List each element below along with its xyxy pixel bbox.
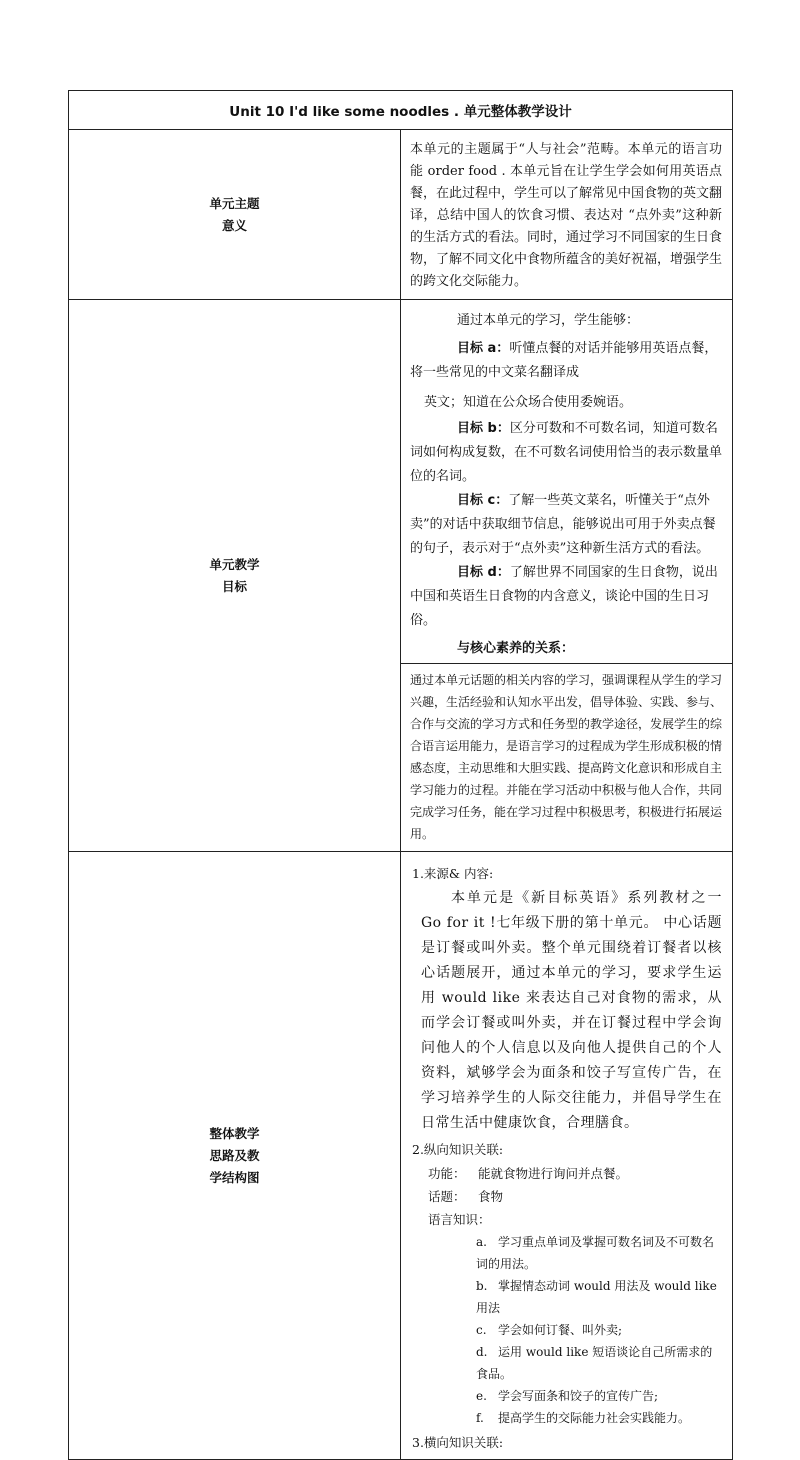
- function-row: [412, 1162, 722, 1185]
- topic-key: 话题：: [428, 1189, 466, 1204]
- function-value: 能就食物进行询问并点餐。: [478, 1166, 629, 1181]
- function-key: 功能：: [428, 1166, 466, 1181]
- overall-label: 整体教学 思路及教 学结构图: [69, 852, 401, 1460]
- source-heading: 1.来源& 内容:: [412, 866, 494, 881]
- goals-cell: [401, 300, 733, 852]
- core-literacy-text: 通过本单元话题的相关内容的学习，强调课程从学生的学习兴趣，生活经验和认知水平出发，倡导体验、实践、参与、合作与交流的学习方式和任务型的教学途径，发展学生的综合语言运用能力，是语言学习的过程成为学生形成积极的情感态度，主动思维和大胆实践、提高跨文化意识和形成自主学习能力的过程。并能在学习活动中积极与他人合作，共同完成学习任务，能在学习过程中积极思考，积极进行拓展运用。: [401, 663, 732, 851]
- source-text: 本单元是《新目标英语》系列教材之一 Go for it !七年级下册的第十单元。 中心话题是订餐或叫外卖。整个单元围绕着订餐者以核心话题展开，通过本单元的学习，要求学生运用 would like 来表达自己对食物的需求，从而学会订餐或叫外卖，并在订餐过程中学会询问他人的个人信息以及向他人提供自己的个人资料，斌够学会为面条和饺子写宣传广告，在学习培养学生的人际交往能力，并倡导学生在日常生活中健康饮食，合理膳食。: [421, 890, 722, 1131]
- goals-intro: 通过本单元的学习，学生能够：: [457, 313, 640, 328]
- goals-block: [401, 300, 732, 661]
- goals-label: 单元教学 目标: [69, 300, 401, 852]
- goal-a-key: 目标 a：: [457, 341, 510, 356]
- theme-cell: [401, 130, 733, 300]
- language-knowledge-heading: 语言知识：: [428, 1212, 491, 1227]
- topic-row: [412, 1185, 722, 1208]
- lesson-design-table: [68, 90, 733, 1460]
- goal-c: [410, 489, 722, 561]
- list-item: d. 运用 would like 短语谈论自己所需求的食品。: [476, 1345, 713, 1381]
- goal-d-text: 了解世界不同国家的生日食物，说出中国和英语生日食物的内含意义，谈论中国的生日习俗。: [410, 565, 718, 628]
- topic-value: 食物: [478, 1189, 504, 1204]
- core-heading: 与核心素养的关系：: [457, 641, 575, 656]
- list-item: e. 学会写面条和饺子的宣传广告;: [476, 1389, 659, 1403]
- document-title: Unit 10 I'd like some noodles . 单元整体教学设计: [69, 91, 733, 130]
- list-item: b. 掌握情态动词 would 用法及 would like 用法: [476, 1279, 717, 1315]
- horizontal-heading: 3.横向知识关联:: [412, 1435, 504, 1450]
- theme-text: 本单元的主题属于“人与社会”范畴。本单元的语言功能 order food . 本单元旨在让学生学会如何用英语点餐，在此过程中，学生可以了解常见中国食物的英文翻译，总结中国人的饮食习惯、表达对 “点外卖”这种新的生活方式的看法。同时，通过学习不同国家的生日食物，了解不同文化中食物所蕴含的美好祝福，增强学生的跨文化交际能力。: [410, 142, 723, 289]
- overall-block: [401, 852, 732, 1459]
- vertical-heading: 2.纵向知识关联:: [412, 1142, 504, 1157]
- goal-d: [410, 561, 722, 633]
- theme-label: 单元主题 意义: [69, 130, 401, 300]
- goal-b-key: 目标 b：: [457, 421, 510, 436]
- goal-c-text: 了解一些英文菜名，听懂关于“点外卖”的对话中获取细节信息，能够说出可用于外卖点餐的句子，表示对于“点外卖”这种新生活方式的看法。: [410, 493, 716, 556]
- goal-c-key: 目标 c：: [457, 493, 509, 508]
- goal-a: [410, 337, 722, 385]
- goal-a-text: 听懂点餐的对话并能够用英语点餐，将一些常见的中文菜名翻译成: [410, 341, 718, 380]
- list-item: a. 学习重点单词及掌握可数名词及不可数名词的用法。: [476, 1235, 715, 1271]
- knowledge-list: [412, 1231, 722, 1429]
- goal-b-text: 区分可数和不可数名词，知道可数名词如何构成复数，在不可数名词使用恰当的表示数量单位的名词。: [410, 421, 723, 484]
- goal-b: [410, 417, 722, 489]
- goal-d-key: 目标 d：: [457, 565, 510, 580]
- list-item: f. 提高学生的交际能力社会实践能力。: [476, 1411, 691, 1425]
- goal-a-cont: 英文；知道在公众场合使用委婉语。: [424, 395, 633, 410]
- overall-cell: [401, 852, 733, 1460]
- list-item: c. 学会如何订餐、叫外卖;: [476, 1323, 623, 1337]
